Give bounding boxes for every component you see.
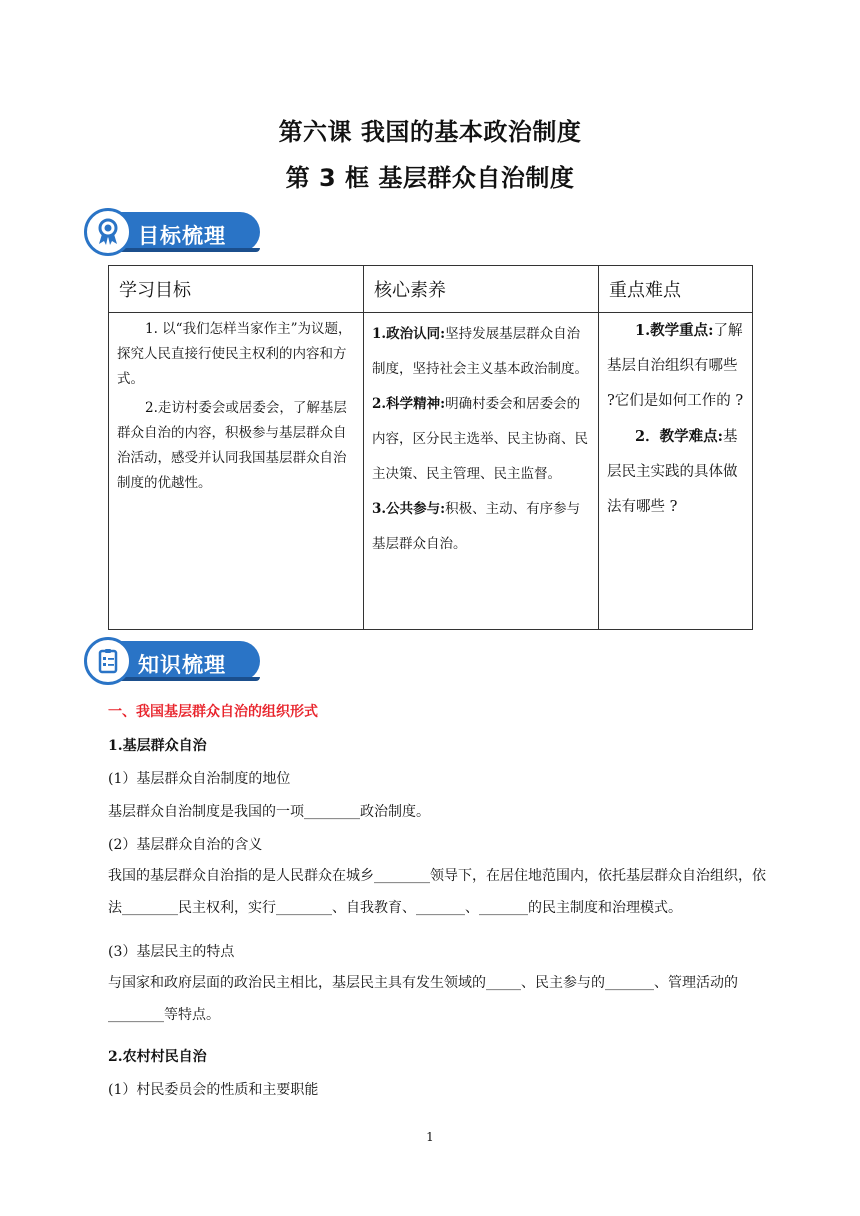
focus-text: 基层民主实践的具体做法有哪些 ? <box>607 429 738 515</box>
goals-banner-label: 目标梳理 <box>138 224 226 248</box>
page-number: 1 <box>426 1130 434 1144</box>
point-text: 基层群众自治制度是我国的一项________政治制度。 <box>108 804 430 820</box>
focus-text: 了解基层自治组织有哪些 ?它们是如何工作的 ? <box>607 323 744 409</box>
header-literacy: 核心素养 <box>364 266 599 313</box>
subheading: 1.基层群众自治 <box>108 738 207 754</box>
literacy-text: 积极、主动、有序参与基层群众自治。 <box>372 501 581 552</box>
literacy-key: 3.公共参与: <box>372 501 446 517</box>
point-text: 与国家和政府层面的政治民主相比，基层民主具有发生领域的_____、民主参与的_______、管理活动的________等特点。 <box>108 975 738 1023</box>
point-text: 我国的基层群众自治指的是人民群众在城乡________领导下，在居住地范围内，依托基层群众自治组织，依法________民主权利，实行________、自我教育、_______、_______的民主制度和治理模式。 <box>108 868 766 916</box>
award-ribbon-icon <box>84 208 132 256</box>
literacy-text: 明确村委会和居委会的内容，区分民主选举、民主协商、民主决策、民主管理、民主监督。 <box>372 396 588 482</box>
knowledge-banner <box>84 637 260 685</box>
checklist-icon <box>84 637 132 685</box>
literacy-text: 坚持发展基层群众自治制度，坚持社会主义基本政治制度。 <box>372 326 588 377</box>
header-learning: 学习目标 <box>109 266 364 313</box>
point-title: (1）村民委员会的性质和主要职能 <box>108 1082 319 1098</box>
subheading: 2.农村村民自治 <box>108 1049 207 1065</box>
section-heading: 一、我国基层群众自治的组织形式 <box>108 704 318 720</box>
header-focus: 重点难点 <box>599 266 753 313</box>
point-title: (2）基层群众自治的含义 <box>108 837 263 853</box>
focus-key: 1.教学重点: <box>635 322 714 339</box>
literacy-key: 2.科学精神: <box>372 396 446 412</box>
focus-key: 2．教学难点: <box>635 428 723 445</box>
point-title: (1）基层群众自治制度的地位 <box>108 771 291 787</box>
learning-item: 2.走访村委会或居委会，了解基层群众自治的内容，积极参与基层群众自治活动，感受并认同我国基层群众自治制度的优越性。 <box>117 400 347 491</box>
goals-banner <box>84 208 260 256</box>
point-title: (3）基层民主的特点 <box>108 944 235 960</box>
knowledge-banner-label: 知识梳理 <box>138 653 226 677</box>
literacy-key: 1.政治认同: <box>372 326 446 342</box>
lesson-title: 第六课 我国的基本政治制度 <box>278 118 582 146</box>
focus-cell <box>599 313 753 630</box>
learning-item: 1. 以“我们怎样当家作主”为议题，探究人民直接行使民主权利的内容和方式。 <box>117 321 352 387</box>
goals-table <box>108 265 753 630</box>
section-title: 第 3 框 基层群众自治制度 <box>285 164 575 192</box>
literacy-cell <box>364 313 599 630</box>
learning-cell <box>109 313 364 630</box>
